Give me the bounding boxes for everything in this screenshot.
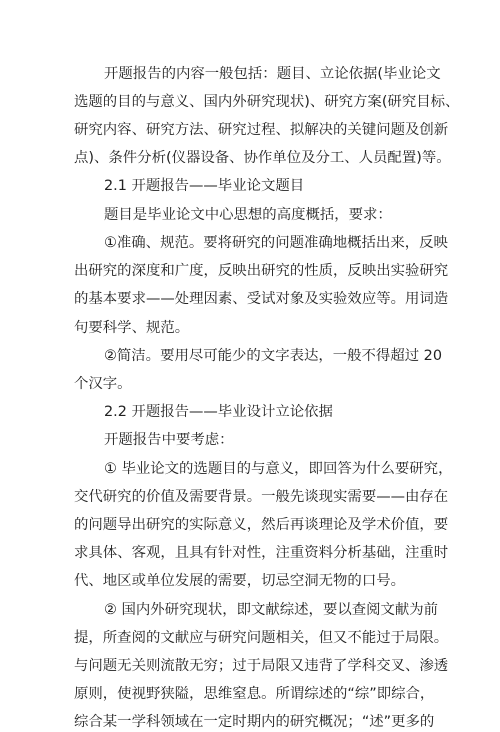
paragraph-line: 提，所查阅的文献应与研究问题相关，但又不能过于局限。	[74, 630, 449, 646]
paragraph-line: 研究内容、研究方法、研究过程、拟解决的关键问题及创新	[74, 122, 449, 138]
section-heading: 2.1 开题报告——毕业论文题目	[104, 178, 305, 194]
paragraph-line: ① 毕业论文的选题目的与意义，即回答为什么要研究，	[104, 461, 453, 477]
paragraph-line: ②简洁。要用尽可能少的文字表达，一般不得超过 20	[104, 348, 442, 364]
paragraph-line: 出研究的深度和广度，反映出研究的性质，反映出实验研究	[74, 263, 449, 279]
paragraph-line: 与问题无关则流散无穷；过于局限又违背了学科交叉、渗透	[74, 658, 449, 674]
paragraph-line: ② 国内外研究现状，即文献综述，要以查阅文献为前	[104, 602, 439, 618]
paragraph-line: 开题报告中要考虑：	[104, 432, 234, 448]
paragraph-line: 原则，使视野狭隘，思维窒息。所谓综述的“综”即综合，	[74, 686, 435, 702]
paragraph-line: 求具体、客观，且具有针对性，注重资料分析基础，注重时	[74, 545, 449, 561]
paragraph-line: 综合某一学科领域在一定时期内的研究概况；“述”更多的	[74, 714, 435, 730]
paragraph-line: 的基本要求——处理因素、受试对象及实验效应等。用词造	[74, 291, 449, 307]
paragraph-line: 开题报告的内容一般包括：题目、立论依据(毕业论文	[104, 66, 441, 82]
paragraph-line: 句要科学、规范。	[74, 320, 190, 336]
paragraph-line: 代、地区或单位发展的需要，切忌空洞无物的口号。	[74, 573, 405, 589]
paragraph-line: 题目是毕业论文中心思想的高度概括，要求：	[104, 207, 392, 223]
section-heading: 2.2 开题报告——毕业设计立论依据	[104, 404, 333, 420]
paragraph-line: 的问题导出研究的实际意义，然后再谈理论及学术价值，要	[74, 517, 449, 533]
paragraph-line: 选题的目的与意义、国内外研究现状)、研究方案(研究目标、	[74, 94, 460, 110]
paragraph-line: ①准确、规范。要将研究的问题准确地概括出来，反映	[104, 235, 448, 251]
paragraph-line: 个汉字。	[74, 376, 132, 392]
paragraph-line: 交代研究的价值及需要背景。一般先谈现实需要——由存在	[74, 489, 449, 505]
paragraph-line: 点)、条件分析(仪器设备、协作单位及分工、人员配置)等。	[74, 150, 451, 166]
